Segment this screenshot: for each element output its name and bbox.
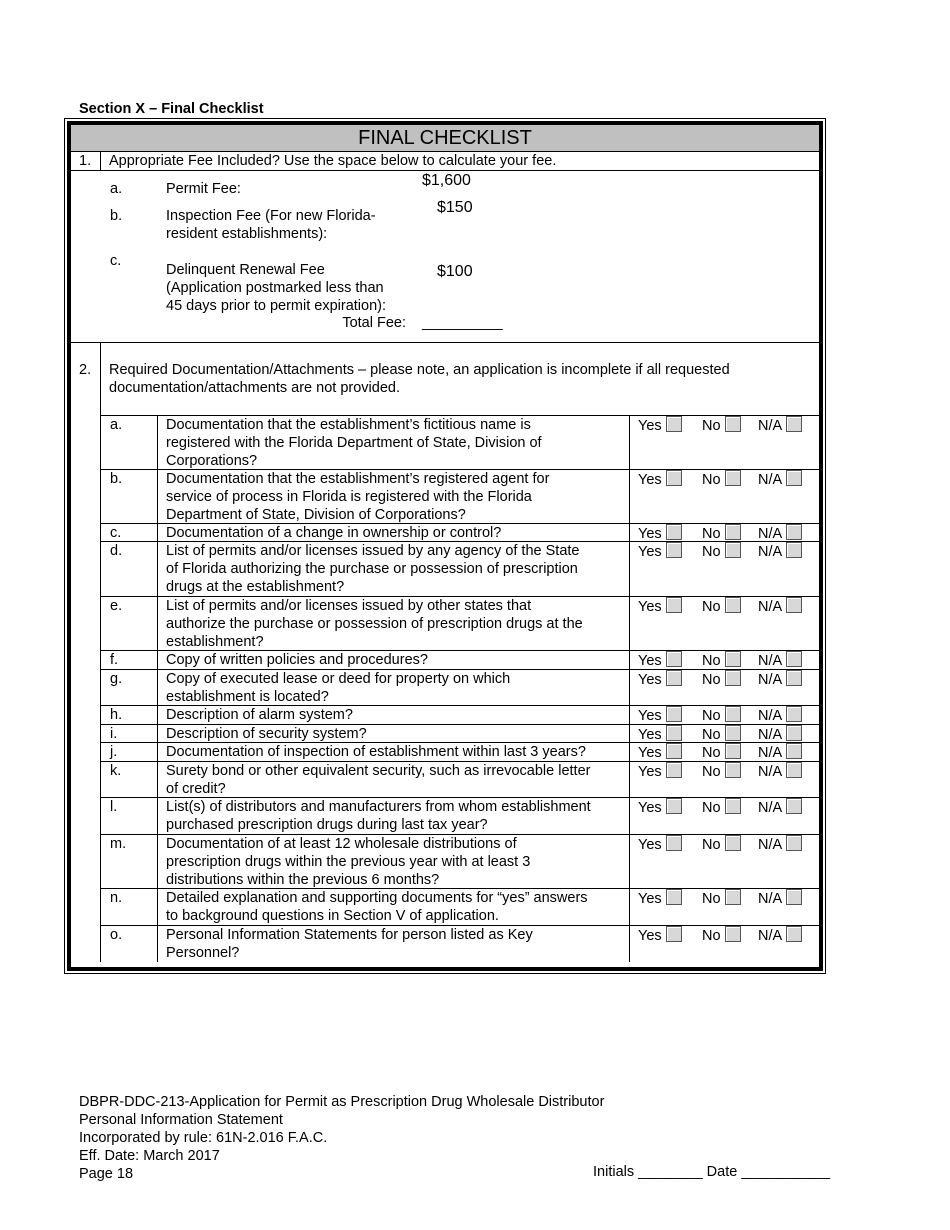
yes-checkbox[interactable] — [666, 542, 682, 558]
row-text: distributions within the previous 6 months? — [166, 872, 440, 888]
yes-checkbox[interactable] — [666, 524, 682, 540]
column-divider — [100, 151, 101, 171]
no-checkbox[interactable] — [725, 651, 741, 667]
yes-checkbox[interactable] — [666, 706, 682, 722]
yes-checkbox[interactable] — [666, 725, 682, 741]
option-no — [702, 835, 741, 854]
option-na — [758, 651, 802, 670]
option-yes — [638, 889, 682, 908]
row-text: authorize the purchase or possession of prescription drugs at the — [166, 616, 583, 632]
row-text: establishment is located? — [166, 689, 329, 705]
option-yes-label: Yes — [638, 891, 662, 907]
option-na — [758, 835, 802, 854]
option-na-label: N/A — [758, 708, 783, 724]
option-na-label: N/A — [758, 800, 783, 816]
fee-letter: b. — [110, 208, 123, 224]
option-yes-label: Yes — [638, 745, 662, 761]
na-checkbox[interactable] — [786, 542, 802, 558]
row-divider — [71, 170, 819, 171]
option-na — [758, 416, 802, 435]
option-yes-label: Yes — [638, 928, 662, 944]
no-checkbox[interactable] — [725, 416, 741, 432]
row-text: Detailed explanation and supporting documents for “yes” answers — [166, 890, 588, 906]
option-no-label: No — [702, 745, 721, 761]
option-yes — [638, 416, 682, 435]
option-yes — [638, 926, 682, 945]
yes-checkbox[interactable] — [666, 926, 682, 942]
row-text: establishment? — [166, 634, 264, 650]
option-no — [702, 743, 741, 762]
option-na-label: N/A — [758, 544, 783, 560]
row-text: prescription drugs within the previous year with at least 3 — [166, 854, 531, 870]
option-no — [702, 725, 741, 744]
option-no — [702, 762, 741, 781]
na-checkbox[interactable] — [786, 670, 802, 686]
option-na — [758, 542, 802, 561]
row-text: Personal Information Statements for person listed as Key — [166, 927, 533, 943]
fee-label: resident establishments): — [166, 226, 328, 242]
yes-checkbox[interactable] — [666, 889, 682, 905]
na-checkbox[interactable] — [786, 835, 802, 851]
row-text: Department of State, Division of Corporations? — [166, 507, 466, 523]
no-checkbox[interactable] — [725, 889, 741, 905]
row-text: Copy of written policies and procedures? — [166, 652, 428, 668]
fee-letter: c. — [110, 253, 122, 269]
row-letter: d. — [110, 543, 123, 559]
yes-checkbox[interactable] — [666, 670, 682, 686]
option-na — [758, 670, 802, 689]
option-na — [758, 798, 802, 817]
column-divider — [157, 415, 158, 962]
no-checkbox[interactable] — [725, 743, 741, 759]
row-text: Corporations? — [166, 453, 258, 469]
row-text: Documentation of inspection of establishment within last 3 years? — [166, 744, 586, 760]
yes-checkbox[interactable] — [666, 743, 682, 759]
option-yes-label: Yes — [638, 800, 662, 816]
row-letter: i. — [110, 726, 118, 742]
fee-amount: $100 — [437, 263, 473, 280]
option-na-label: N/A — [758, 727, 783, 743]
option-na — [758, 597, 802, 616]
option-no — [702, 798, 741, 817]
option-no-label: No — [702, 544, 721, 560]
fee-label: 45 days prior to permit expiration): — [166, 298, 387, 314]
na-checkbox[interactable] — [786, 725, 802, 741]
option-yes-label: Yes — [638, 418, 662, 434]
na-checkbox[interactable] — [786, 416, 802, 432]
option-yes-label: Yes — [638, 653, 662, 669]
option-no-label: No — [702, 891, 721, 907]
row-text: to background questions in Section V of application. — [166, 908, 499, 924]
no-checkbox[interactable] — [725, 470, 741, 486]
row-letter: m. — [110, 836, 127, 852]
na-checkbox[interactable] — [786, 762, 802, 778]
option-no — [702, 651, 741, 670]
option-no-label: No — [702, 800, 721, 816]
option-no — [702, 670, 741, 689]
row-text: List of permits and/or licenses issued by any agency of the State — [166, 543, 580, 559]
option-yes-label: Yes — [638, 727, 662, 743]
row-text: Description of alarm system? — [166, 707, 353, 723]
option-na-label: N/A — [758, 526, 783, 542]
row-text: Surety bond or other equivalent security, such as irrevocable letter — [166, 763, 591, 779]
item-text: Required Documentation/Attachments – please note, an application is incomplete if all requested — [109, 362, 730, 378]
checklist-title: FINAL CHECKLIST — [71, 125, 819, 152]
no-checkbox[interactable] — [725, 670, 741, 686]
option-yes — [638, 542, 682, 561]
row-letter: a. — [110, 417, 123, 433]
option-yes-label: Yes — [638, 472, 662, 488]
column-divider — [100, 342, 101, 962]
na-checkbox[interactable] — [786, 743, 802, 759]
option-yes-label: Yes — [638, 544, 662, 560]
item-number: 2. — [79, 362, 92, 378]
footer-line: Page 18 — [79, 1166, 134, 1182]
option-yes — [638, 706, 682, 725]
option-no-label: No — [702, 928, 721, 944]
option-no — [702, 597, 741, 616]
option-no-label: No — [702, 653, 721, 669]
row-letter: j. — [110, 744, 118, 760]
item-text: documentation/attachments are not provided. — [109, 380, 400, 396]
option-no — [702, 470, 741, 489]
option-na-label: N/A — [758, 418, 783, 434]
option-no — [702, 416, 741, 435]
option-na — [758, 743, 802, 762]
fee-amount: $150 — [437, 199, 473, 216]
no-checkbox[interactable] — [725, 762, 741, 778]
no-checkbox[interactable] — [725, 725, 741, 741]
na-checkbox[interactable] — [786, 597, 802, 613]
na-checkbox[interactable] — [786, 470, 802, 486]
na-checkbox[interactable] — [786, 524, 802, 540]
yes-checkbox[interactable] — [666, 597, 682, 613]
no-checkbox[interactable] — [725, 926, 741, 942]
option-yes-label: Yes — [638, 526, 662, 542]
row-text: Documentation of at least 12 wholesale distributions of — [166, 836, 517, 852]
option-na — [758, 926, 802, 945]
yes-checkbox[interactable] — [666, 470, 682, 486]
row-text: service of process in Florida is registered with the Florida — [166, 489, 532, 505]
footer-line: Incorporated by rule: 61N-2.016 F.A.C. — [79, 1130, 328, 1146]
fee-label: Inspection Fee (For new Florida- — [166, 208, 376, 224]
no-checkbox[interactable] — [725, 542, 741, 558]
row-letter: b. — [110, 471, 123, 487]
option-no — [702, 889, 741, 908]
option-na-label: N/A — [758, 672, 783, 688]
row-text: Copy of executed lease or deed for property on which — [166, 671, 511, 687]
option-no-label: No — [702, 526, 721, 542]
no-checkbox[interactable] — [725, 706, 741, 722]
option-yes-label: Yes — [638, 599, 662, 615]
row-letter: c. — [110, 525, 122, 541]
row-text: Documentation of a change in ownership or control? — [166, 525, 502, 541]
option-no-label: No — [702, 472, 721, 488]
row-letter: f. — [110, 652, 119, 668]
option-no-label: No — [702, 708, 721, 724]
item-number: 1. — [79, 153, 92, 169]
option-na-label: N/A — [758, 928, 783, 944]
row-letter: n. — [110, 890, 123, 906]
na-checkbox[interactable] — [786, 798, 802, 814]
option-na-label: N/A — [758, 653, 783, 669]
row-text: List(s) of distributors and manufacturers from whom establishment — [166, 799, 591, 815]
row-text: of Florida authorizing the purchase or possession of prescription — [166, 561, 578, 577]
yes-checkbox[interactable] — [666, 798, 682, 814]
row-text: drugs at the establishment? — [166, 579, 345, 595]
fee-letter: a. — [110, 181, 123, 197]
option-na-label: N/A — [758, 745, 783, 761]
total-fee-blank: __________ — [422, 315, 503, 331]
yes-checkbox[interactable] — [666, 416, 682, 432]
na-checkbox[interactable] — [786, 651, 802, 667]
option-no-label: No — [702, 599, 721, 615]
footer-line: Eff. Date: March 2017 — [79, 1148, 220, 1164]
option-no-label: No — [702, 727, 721, 743]
option-na-label: N/A — [758, 472, 783, 488]
option-yes — [638, 762, 682, 781]
no-checkbox[interactable] — [725, 524, 741, 540]
option-na — [758, 524, 802, 543]
option-yes — [638, 670, 682, 689]
fee-label: (Application postmarked less than — [166, 280, 384, 296]
fee-amount: $1,600 — [422, 172, 471, 189]
row-text: of credit? — [166, 781, 226, 797]
option-no-label: No — [702, 837, 721, 853]
row-text: Description of security system? — [166, 726, 367, 742]
option-no — [702, 524, 741, 543]
row-letter: h. — [110, 707, 123, 723]
option-yes — [638, 798, 682, 817]
option-na-label: N/A — [758, 764, 783, 780]
option-yes — [638, 597, 682, 616]
row-letter: e. — [110, 598, 123, 614]
option-na — [758, 470, 802, 489]
column-divider — [629, 415, 630, 962]
option-na-label: N/A — [758, 599, 783, 615]
option-no-label: No — [702, 418, 721, 434]
option-no — [702, 926, 741, 945]
row-text: Documentation that the establishment’s fictitious name is — [166, 417, 531, 433]
option-na — [758, 706, 802, 725]
row-text: Personnel? — [166, 945, 240, 961]
item-text: Appropriate Fee Included? Use the space below to calculate your fee. — [109, 153, 557, 169]
fee-label: Delinquent Renewal Fee — [166, 262, 325, 278]
option-na-label: N/A — [758, 837, 783, 853]
option-na-label: N/A — [758, 891, 783, 907]
option-yes — [638, 651, 682, 670]
option-yes-label: Yes — [638, 708, 662, 724]
na-checkbox[interactable] — [786, 706, 802, 722]
option-yes — [638, 743, 682, 762]
total-fee-label: Total Fee: — [342, 315, 406, 331]
option-yes-label: Yes — [638, 672, 662, 688]
footer-line: DBPR-DDC-213-Application for Permit as Prescription Drug Wholesale Distributor — [79, 1094, 605, 1110]
option-yes — [638, 470, 682, 489]
yes-checkbox[interactable] — [666, 835, 682, 851]
option-na — [758, 762, 802, 781]
row-divider — [71, 342, 819, 343]
option-na — [758, 889, 802, 908]
row-letter: g. — [110, 671, 123, 687]
option-yes — [638, 725, 682, 744]
option-no — [702, 706, 741, 725]
na-checkbox[interactable] — [786, 926, 802, 942]
row-text: Documentation that the establishment’s registered agent for — [166, 471, 550, 487]
fee-label: Permit Fee: — [166, 181, 241, 197]
section-title: Section X – Final Checklist — [79, 101, 264, 117]
na-checkbox[interactable] — [786, 889, 802, 905]
row-letter: o. — [110, 927, 123, 943]
no-checkbox[interactable] — [725, 835, 741, 851]
row-text: registered with the Florida Department of State, Division of — [166, 435, 542, 451]
footer — [79, 1093, 604, 1183]
option-yes — [638, 524, 682, 543]
option-yes — [638, 835, 682, 854]
row-letter: l. — [110, 799, 118, 815]
option-no-label: No — [702, 672, 721, 688]
no-checkbox[interactable] — [725, 798, 741, 814]
option-no-label: No — [702, 764, 721, 780]
row-letter: k. — [110, 763, 122, 779]
no-checkbox[interactable] — [725, 597, 741, 613]
option-yes-label: Yes — [638, 837, 662, 853]
row-text: List of permits and/or licenses issued by other states that — [166, 598, 532, 614]
option-na — [758, 725, 802, 744]
yes-checkbox[interactable] — [666, 651, 682, 667]
footer-line: Personal Information Statement — [79, 1112, 283, 1128]
option-yes-label: Yes — [638, 764, 662, 780]
yes-checkbox[interactable] — [666, 762, 682, 778]
row-text: purchased prescription drugs during last tax year? — [166, 817, 488, 833]
initials-date-line: Initials ________ Date ___________ — [593, 1164, 831, 1180]
option-no — [702, 542, 741, 561]
